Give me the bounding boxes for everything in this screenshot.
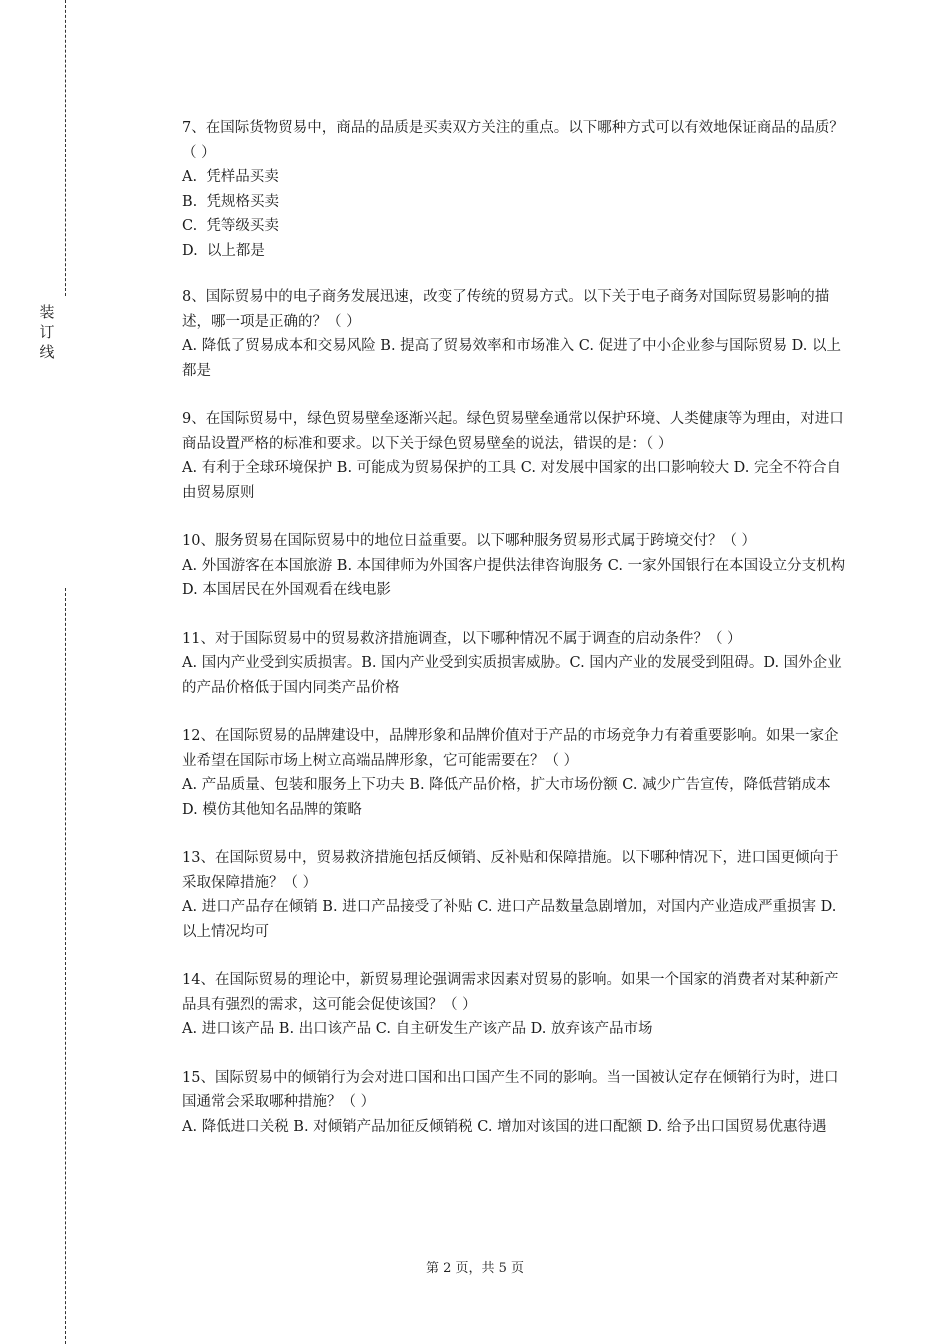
question-stem: 11、对于国际贸易中的贸易救济措施调查，以下哪种情况不属于调查的启动条件？（ ）: [182, 630, 742, 647]
question-stem: 12、在国际贸易的品牌建设中，品牌形象和品牌价值对于产品的市场竞争力有着重要影响。如果一家企业希望在国际市场上树立高端品牌形象，它可能需要在？（ ）: [182, 728, 839, 769]
question-stem: 9、在国际贸易中，绿色贸易壁垒逐渐兴起。绿色贸易壁垒通常以保护环境、人类健康等为理由，对进口商品设置严格的标准和要求。以下关于绿色贸易壁垒的说法，错误的是：（ ）: [182, 411, 844, 452]
question-options: A. 产品质量、包装和服务上下功夫 B. 降低产品价格，扩大市场份额 C. 减少广告宣传，降低营销成本 D. 模仿其他知名品牌的策略: [182, 777, 831, 818]
option-b: B. 凭规格买卖: [182, 193, 279, 210]
question-stem: 15、国际贸易中的倾销行为会对进口国和出口国产生不同的影响。当一国被认定存在倾销行为时，进口国通常会采取哪种措施？（ ）: [182, 1069, 839, 1110]
question-stem: 13、在国际贸易中，贸易救济措施包括反倾销、反补贴和保障措施。以下哪种情况下，进口国更倾向于采取保障措施？（ ）: [182, 850, 839, 891]
binding-dashed-line-bottom: [65, 588, 66, 1344]
question-stem: 10、服务贸易在国际贸易中的地位日益重要。以下哪种服务贸易形式属于跨境交付？（ ）: [182, 533, 757, 549]
binding-line-label: [38, 302, 56, 362]
question-options: A. 外国游客在本国旅游 B. 本国律师为外国客户提供法律咨询服务 C. 一家外国银行在本国设立分支机构 D. 本国居民在外国观看在线电影: [182, 557, 846, 598]
question-options: A. 有利于全球环境保护 B. 可能成为贸易保护的工具 C. 对发展中国家的出口影响较大 D. 完全不符合自由贸易原则: [182, 460, 842, 501]
question-11: [182, 627, 847, 701]
question-list: [182, 116, 847, 1139]
question-13: [182, 846, 847, 944]
option-c: C. 凭等级买卖: [182, 218, 279, 234]
question-7: [182, 116, 847, 263]
binding-dashed-line-top: [65, 0, 66, 296]
question-9: [182, 407, 847, 505]
question-14: [182, 968, 847, 1042]
binding-char: 订: [39, 323, 55, 341]
option-d: D. 以上都是: [182, 242, 265, 259]
question-stem: 7、在国际货物贸易中，商品的品质是买卖双方关注的重点。以下哪种方式可以有效地保证商品的品质？（ ）: [182, 120, 844, 161]
question-12: [182, 724, 847, 822]
question-options: A. 进口产品存在倾销 B. 进口产品接受了补贴 C. 进口产品数量急剧增加，对国内产业造成严重损害 D. 以上情况均可: [182, 899, 837, 940]
binding-char: 线: [39, 343, 55, 361]
question-10: [182, 529, 847, 603]
question-8: [182, 285, 847, 383]
option-a: A. 凭样品买卖: [182, 169, 279, 185]
question-options: A. 降低进口关税 B. 对倾销产品加征反倾销税 C. 增加对该国的进口配额 D. 给予出口国贸易优惠待遇: [182, 1118, 827, 1135]
binding-char: 装: [39, 303, 55, 321]
question-stem: 14、在国际贸易的理论中，新贸易理论强调需求因素对贸易的影响。如果一个国家的消费者对某种新产品具有强烈的需求，这可能会促使该国？（ ）: [182, 972, 839, 1013]
question-options: A. 降低了贸易成本和交易风险 B. 提高了贸易效率和市场准入 C. 促进了中小企业参与国际贸易 D. 以上都是: [182, 338, 842, 379]
page-number: 第 2 页，共 5 页: [425, 1261, 525, 1276]
question-options: A. 进口该产品 B. 出口该产品 C. 自主研发生产该产品 D. 放弃该产品市场: [182, 1021, 653, 1037]
question-15: [182, 1066, 847, 1140]
question-options: A. 国内产业受到实质损害。B. 国内产业受到实质损害威胁。C. 国内产业的发展受到阻碍。D. 国外企业的产品价格低于国内同类产品价格: [182, 655, 842, 696]
question-stem: 8、国际贸易中的电子商务发展迅速，改变了传统的贸易方式。以下关于电子商务对国际贸易影响的描述，哪一项是正确的？（ ）: [182, 289, 830, 330]
